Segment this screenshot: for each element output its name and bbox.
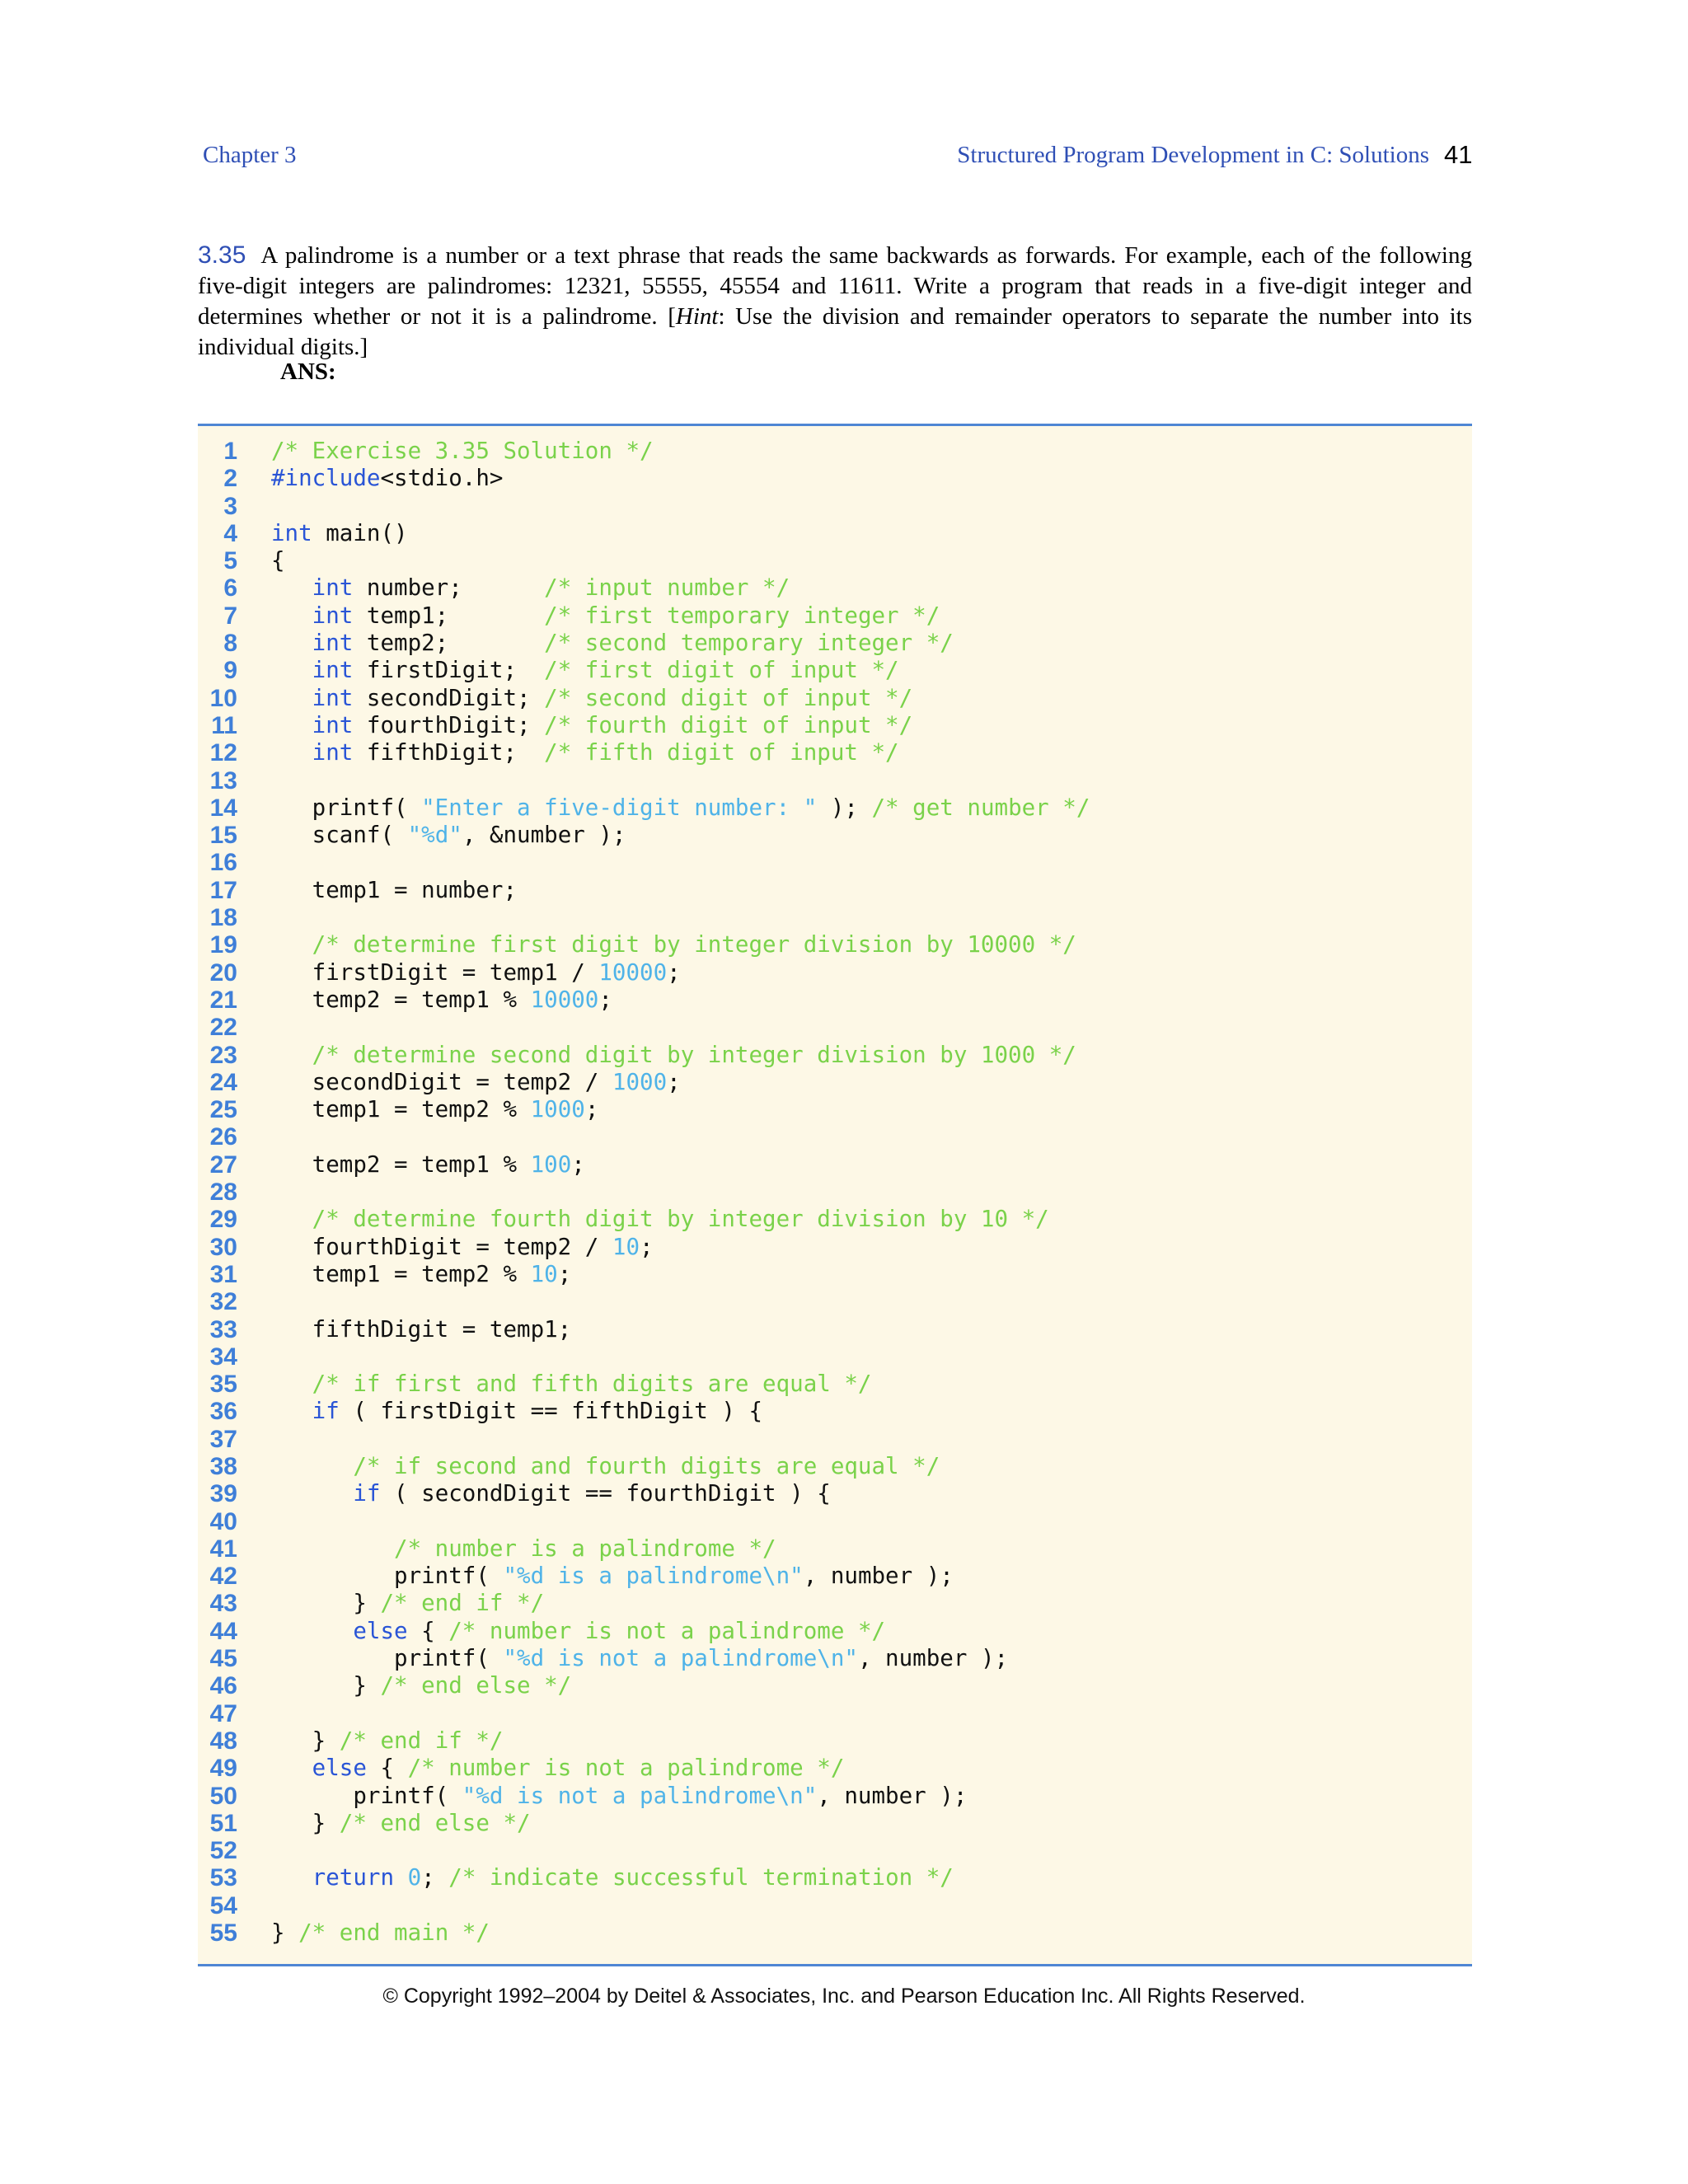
code-line bbox=[198, 630, 1472, 657]
code-line bbox=[198, 1453, 1472, 1480]
page-number: 41 bbox=[1444, 140, 1473, 169]
code-line bbox=[198, 1563, 1472, 1590]
code-content bbox=[271, 1234, 654, 1261]
code-text: , number ); bbox=[857, 1645, 1009, 1672]
code-text bbox=[271, 1618, 353, 1644]
code-text: temp2; bbox=[353, 630, 545, 657]
line-number: 38 bbox=[209, 1452, 237, 1480]
code-keyword: return bbox=[312, 1864, 395, 1891]
code-text bbox=[271, 574, 312, 601]
line-number: 19 bbox=[209, 931, 237, 959]
code-content bbox=[271, 1783, 967, 1810]
code-line bbox=[198, 1837, 1472, 1864]
code-number: 10000 bbox=[530, 986, 599, 1013]
line-number: 40 bbox=[209, 1507, 237, 1535]
code-comment: /* if first and fifth digits are equal */ bbox=[312, 1371, 872, 1398]
code-lines bbox=[198, 438, 1472, 1947]
code-number: 1000 bbox=[530, 1096, 585, 1123]
line-number: 20 bbox=[209, 958, 237, 987]
line-number: 15 bbox=[209, 822, 237, 850]
line-number: 54 bbox=[209, 1891, 237, 1919]
code-line bbox=[198, 493, 1472, 520]
code-comment: /* fourth digit of input */ bbox=[544, 711, 913, 738]
code-content bbox=[271, 1535, 776, 1563]
code-keyword: int bbox=[312, 574, 354, 602]
code-content bbox=[271, 1672, 571, 1699]
line-number: 28 bbox=[209, 1179, 237, 1207]
code-text: printf( bbox=[271, 1782, 462, 1809]
code-keyword: int bbox=[312, 684, 354, 711]
line-number: 49 bbox=[209, 1755, 237, 1783]
code-content bbox=[271, 1042, 1076, 1069]
code-line bbox=[198, 438, 1472, 465]
code-text: firstDigit; bbox=[353, 657, 545, 684]
line-number: 51 bbox=[209, 1809, 237, 1837]
code-text bbox=[394, 1864, 408, 1891]
code-keyword: int bbox=[312, 739, 354, 766]
code-text: printf( bbox=[271, 1645, 504, 1672]
code-keyword: int bbox=[271, 519, 312, 546]
code-string: "%d is not a palindrome\n" bbox=[462, 1782, 818, 1809]
code-text: fifthDigit; bbox=[353, 739, 545, 766]
code-text bbox=[271, 1535, 394, 1562]
code-comment: /* first temporary integer */ bbox=[544, 602, 940, 629]
code-comment: /* end main */ bbox=[298, 1919, 490, 1947]
line-number: 30 bbox=[209, 1233, 237, 1261]
code-line bbox=[198, 1645, 1472, 1672]
line-number: 32 bbox=[209, 1288, 237, 1316]
code-line bbox=[198, 1206, 1472, 1233]
code-line bbox=[198, 1371, 1472, 1398]
code-line bbox=[198, 877, 1472, 904]
line-number: 50 bbox=[209, 1782, 237, 1810]
code-text: secondDigit; bbox=[353, 684, 545, 711]
code-content bbox=[271, 465, 503, 492]
code-comment: /* Exercise 3.35 Solution */ bbox=[271, 438, 654, 464]
line-number: 48 bbox=[209, 1727, 237, 1755]
code-text: { bbox=[407, 1617, 449, 1644]
code-content bbox=[271, 602, 940, 630]
code-text: ; bbox=[667, 1068, 681, 1095]
code-keyword: else bbox=[353, 1617, 408, 1644]
code-line bbox=[198, 1288, 1472, 1315]
line-number: 22 bbox=[209, 1014, 237, 1042]
line-number: 5 bbox=[223, 547, 237, 575]
line-number: 39 bbox=[209, 1480, 237, 1508]
code-line bbox=[198, 1069, 1472, 1096]
code-line bbox=[198, 1700, 1472, 1727]
code-text: <stdio.h> bbox=[380, 465, 504, 492]
code-comment: /* if second and fourth digits are equal */ bbox=[353, 1452, 940, 1479]
code-content bbox=[271, 877, 517, 904]
problem-text-start: A palindrome is a number or a text phrase that reads the same backwards as forwards. For example, each of the following five-digit integers are palindromes: 12321, 55555, 45554 and 11611. Write a program that reads in a five-digit integer and determines whether or not it is a palindrome. [ bbox=[198, 242, 1472, 330]
code-line bbox=[198, 1123, 1472, 1151]
code-content bbox=[271, 1316, 571, 1343]
code-text bbox=[271, 630, 312, 656]
code-line bbox=[198, 1179, 1472, 1206]
code-content bbox=[271, 1151, 585, 1179]
code-text: ; bbox=[598, 986, 612, 1013]
code-content bbox=[271, 1096, 598, 1123]
line-number: 29 bbox=[209, 1206, 237, 1234]
code-text: , number ); bbox=[817, 1782, 968, 1809]
code-line bbox=[198, 602, 1472, 630]
code-comment: /* fifth digit of input */ bbox=[544, 739, 899, 766]
code-text bbox=[271, 685, 312, 711]
code-text: ; bbox=[557, 1260, 572, 1287]
problem-text-end: : Use the division and remainder operators to separate the number into its individual digits.] bbox=[198, 303, 1472, 360]
line-number: 23 bbox=[209, 1041, 237, 1069]
code-number: 10 bbox=[612, 1233, 640, 1260]
line-number: 21 bbox=[209, 986, 237, 1014]
code-text: ( firstDigit == fifthDigit ) { bbox=[339, 1398, 763, 1425]
code-line bbox=[198, 1234, 1472, 1261]
code-comment: /* input number */ bbox=[544, 574, 790, 602]
code-line bbox=[198, 1810, 1472, 1837]
line-number: 26 bbox=[209, 1123, 237, 1151]
code-text bbox=[271, 602, 312, 629]
problem-number: 3.35 bbox=[198, 241, 246, 269]
code-text: number; bbox=[353, 574, 545, 602]
code-text: ; bbox=[640, 1233, 654, 1260]
code-content bbox=[271, 1069, 681, 1096]
code-text: } bbox=[271, 1590, 381, 1617]
code-line bbox=[198, 1151, 1472, 1179]
line-number: 18 bbox=[209, 904, 237, 932]
code-comment: /* end if */ bbox=[339, 1727, 504, 1754]
code-line bbox=[198, 739, 1472, 766]
code-line bbox=[198, 1096, 1472, 1123]
chapter-title: Structured Program Development in C: Solutions bbox=[957, 142, 1429, 168]
code-text: { bbox=[271, 547, 285, 574]
code-comment: /* end else */ bbox=[380, 1672, 572, 1699]
code-line bbox=[198, 520, 1472, 547]
code-line bbox=[198, 1535, 1472, 1563]
code-text: { bbox=[366, 1755, 408, 1782]
code-text: ); bbox=[817, 794, 872, 821]
line-number: 6 bbox=[223, 574, 237, 602]
code-text: , &number ); bbox=[462, 822, 626, 849]
code-content bbox=[271, 822, 626, 849]
code-line bbox=[198, 822, 1472, 849]
line-number: 27 bbox=[209, 1151, 237, 1179]
code-text: fourthDigit = temp2 / bbox=[271, 1233, 612, 1260]
code-content bbox=[271, 520, 408, 547]
line-number: 52 bbox=[209, 1837, 237, 1865]
code-comment: /* indicate successful termination */ bbox=[448, 1864, 954, 1891]
code-comment: /* end else */ bbox=[339, 1809, 531, 1836]
code-number: 1000 bbox=[612, 1068, 668, 1095]
code-content bbox=[271, 657, 899, 684]
code-content bbox=[271, 1864, 954, 1891]
code-content bbox=[271, 1618, 885, 1645]
line-number: 17 bbox=[209, 876, 237, 904]
code-line bbox=[198, 1864, 1472, 1891]
code-comment: /* determine second digit by integer division by 1000 */ bbox=[312, 1041, 1076, 1068]
code-content bbox=[271, 987, 612, 1014]
line-number: 13 bbox=[209, 766, 237, 794]
code-text bbox=[271, 1398, 312, 1424]
code-text bbox=[271, 1042, 312, 1068]
code-line bbox=[198, 1316, 1472, 1343]
line-number: 44 bbox=[209, 1617, 237, 1645]
line-number: 42 bbox=[209, 1563, 237, 1591]
line-number: 4 bbox=[223, 519, 237, 547]
code-text: temp1 = temp2 % bbox=[271, 1260, 531, 1287]
code-string: "%d is not a palindrome\n" bbox=[503, 1645, 858, 1672]
code-comment: /* number is not a palindrome */ bbox=[448, 1617, 886, 1644]
code-keyword: int bbox=[312, 602, 354, 629]
code-text: printf( bbox=[271, 1563, 504, 1590]
code-content bbox=[271, 1371, 871, 1398]
code-comment: /* get number */ bbox=[871, 794, 1090, 821]
code-content bbox=[271, 547, 285, 574]
code-text bbox=[271, 1864, 312, 1891]
code-text: secondDigit = temp2 / bbox=[271, 1068, 612, 1095]
code-text: fourthDigit; bbox=[353, 711, 545, 738]
line-number: 53 bbox=[209, 1864, 237, 1892]
code-text: } bbox=[271, 1809, 340, 1836]
code-text bbox=[271, 712, 312, 738]
code-content bbox=[271, 1645, 1008, 1672]
code-content bbox=[271, 1261, 571, 1288]
code-text bbox=[271, 931, 312, 958]
code-content bbox=[271, 574, 790, 602]
code-listing bbox=[198, 424, 1472, 1966]
code-line bbox=[198, 1508, 1472, 1535]
code-line bbox=[198, 547, 1472, 574]
code-keyword: if bbox=[353, 1480, 381, 1507]
code-text: ; bbox=[571, 1151, 585, 1178]
code-line bbox=[198, 1755, 1472, 1782]
line-number: 55 bbox=[209, 1919, 237, 1947]
code-text bbox=[271, 1480, 353, 1507]
code-line bbox=[198, 1783, 1472, 1810]
code-string: "%d is a palindrome\n" bbox=[503, 1563, 804, 1590]
line-number: 47 bbox=[209, 1699, 237, 1727]
code-text bbox=[271, 1371, 312, 1397]
code-keyword: else bbox=[312, 1755, 367, 1782]
code-text bbox=[271, 1755, 312, 1781]
code-keyword: int bbox=[312, 630, 354, 657]
line-number: 31 bbox=[209, 1260, 237, 1288]
code-text: ; bbox=[667, 958, 681, 986]
code-content bbox=[271, 1810, 531, 1837]
code-text bbox=[271, 1453, 353, 1479]
line-number: 1 bbox=[223, 438, 237, 465]
code-line bbox=[198, 465, 1472, 492]
hint-label: Hint bbox=[675, 303, 719, 330]
code-text: firstDigit = temp1 / bbox=[271, 958, 599, 986]
line-number: 34 bbox=[209, 1343, 237, 1371]
answer-label: ANS: bbox=[280, 359, 336, 385]
code-line bbox=[198, 1426, 1472, 1453]
line-number: 8 bbox=[223, 630, 237, 658]
code-keyword: #include bbox=[271, 465, 381, 492]
line-number: 41 bbox=[209, 1535, 237, 1563]
code-line bbox=[198, 1343, 1472, 1371]
code-content bbox=[271, 1755, 844, 1782]
line-number: 43 bbox=[209, 1590, 237, 1618]
code-line bbox=[198, 1261, 1472, 1288]
line-number: 16 bbox=[209, 849, 237, 877]
code-line bbox=[198, 1727, 1472, 1755]
line-number: 24 bbox=[209, 1068, 237, 1096]
code-text: ; bbox=[421, 1864, 449, 1891]
line-number: 14 bbox=[209, 794, 237, 822]
line-number: 7 bbox=[223, 602, 237, 630]
code-string: "%d" bbox=[407, 822, 462, 849]
code-text: scanf( bbox=[271, 822, 408, 849]
code-line bbox=[198, 1892, 1472, 1919]
code-content bbox=[271, 794, 1090, 822]
code-line bbox=[198, 1398, 1472, 1425]
code-line bbox=[198, 1618, 1472, 1645]
line-number: 12 bbox=[209, 739, 237, 767]
code-content bbox=[271, 1480, 831, 1507]
code-text: ; bbox=[584, 1096, 599, 1123]
code-content bbox=[271, 712, 912, 739]
code-line bbox=[198, 931, 1472, 958]
code-content bbox=[271, 438, 654, 465]
code-line bbox=[198, 712, 1472, 739]
code-comment: /* second temporary integer */ bbox=[544, 630, 954, 657]
code-content bbox=[271, 931, 1076, 958]
code-line bbox=[198, 574, 1472, 602]
code-line bbox=[198, 959, 1472, 987]
code-content bbox=[271, 1563, 954, 1590]
line-number: 33 bbox=[209, 1315, 237, 1343]
line-number: 9 bbox=[223, 657, 237, 685]
code-content bbox=[271, 1206, 1049, 1233]
code-text: ( secondDigit == fourthDigit ) { bbox=[380, 1480, 831, 1507]
code-line bbox=[198, 794, 1472, 822]
line-number: 45 bbox=[209, 1645, 237, 1673]
code-text: , number ); bbox=[803, 1563, 954, 1590]
code-line bbox=[198, 1919, 1472, 1947]
code-number: 100 bbox=[530, 1151, 572, 1178]
code-content bbox=[271, 1919, 490, 1947]
code-line bbox=[198, 987, 1472, 1014]
problem-statement bbox=[198, 240, 1472, 363]
code-text: } bbox=[271, 1727, 340, 1754]
chapter-label: Chapter 3 bbox=[203, 142, 297, 168]
code-text: temp2 = temp1 % bbox=[271, 1151, 531, 1178]
code-string: "Enter a five-digit number: " bbox=[421, 794, 818, 821]
code-line bbox=[198, 1014, 1472, 1041]
code-text bbox=[271, 1206, 312, 1232]
code-content bbox=[271, 630, 954, 657]
line-number: 2 bbox=[223, 465, 237, 493]
code-text: temp2 = temp1 % bbox=[271, 986, 531, 1013]
code-text: } bbox=[271, 1919, 299, 1947]
code-comment: /* number is a palindrome */ bbox=[394, 1535, 776, 1562]
code-number: 0 bbox=[407, 1864, 422, 1891]
code-content bbox=[271, 1727, 503, 1755]
line-number: 25 bbox=[209, 1096, 237, 1124]
code-text: temp1; bbox=[353, 602, 545, 629]
code-line bbox=[198, 1480, 1472, 1507]
code-content bbox=[271, 959, 681, 987]
code-text bbox=[271, 657, 312, 683]
line-number: 11 bbox=[211, 711, 237, 739]
code-text bbox=[271, 739, 312, 766]
code-line bbox=[198, 685, 1472, 712]
code-content bbox=[271, 1453, 940, 1480]
code-content bbox=[271, 739, 899, 766]
code-comment: /* end if */ bbox=[380, 1590, 545, 1617]
code-comment: /* first digit of input */ bbox=[544, 657, 899, 684]
line-number: 10 bbox=[209, 684, 237, 712]
code-line bbox=[198, 767, 1472, 794]
code-content bbox=[271, 685, 912, 712]
code-line bbox=[198, 904, 1472, 931]
code-content bbox=[271, 1590, 544, 1617]
code-comment: /* number is not a palindrome */ bbox=[407, 1755, 845, 1782]
code-keyword: int bbox=[312, 657, 354, 684]
code-line bbox=[198, 1672, 1472, 1699]
code-comment: /* second digit of input */ bbox=[544, 684, 913, 711]
code-line bbox=[198, 657, 1472, 684]
line-number: 37 bbox=[209, 1425, 237, 1453]
code-line bbox=[198, 1590, 1472, 1617]
code-number: 10000 bbox=[598, 958, 668, 986]
code-line bbox=[198, 849, 1472, 876]
copyright-footer: © Copyright 1992–2004 by Deitel & Associates, Inc. and Pearson Education Inc. All Rights Reserved. bbox=[382, 1985, 1306, 2008]
line-number: 35 bbox=[209, 1371, 237, 1399]
code-content bbox=[271, 1398, 762, 1425]
code-text: main() bbox=[312, 519, 408, 546]
code-text: } bbox=[271, 1672, 381, 1699]
code-comment: /* determine first digit by integer division by 10000 */ bbox=[312, 931, 1076, 958]
line-number: 36 bbox=[209, 1398, 237, 1426]
line-number: 46 bbox=[209, 1672, 237, 1700]
code-text: printf( bbox=[271, 794, 422, 821]
code-keyword: int bbox=[312, 711, 354, 738]
code-line bbox=[198, 1042, 1472, 1069]
code-text: fifthDigit = temp1; bbox=[271, 1315, 572, 1343]
line-number: 3 bbox=[223, 492, 237, 520]
code-keyword: if bbox=[312, 1398, 340, 1425]
code-number: 10 bbox=[530, 1260, 558, 1287]
code-text: temp1 = number; bbox=[271, 876, 518, 903]
code-comment: /* determine fourth digit by integer division by 10 */ bbox=[312, 1206, 1049, 1233]
code-text: temp1 = temp2 % bbox=[271, 1096, 531, 1123]
